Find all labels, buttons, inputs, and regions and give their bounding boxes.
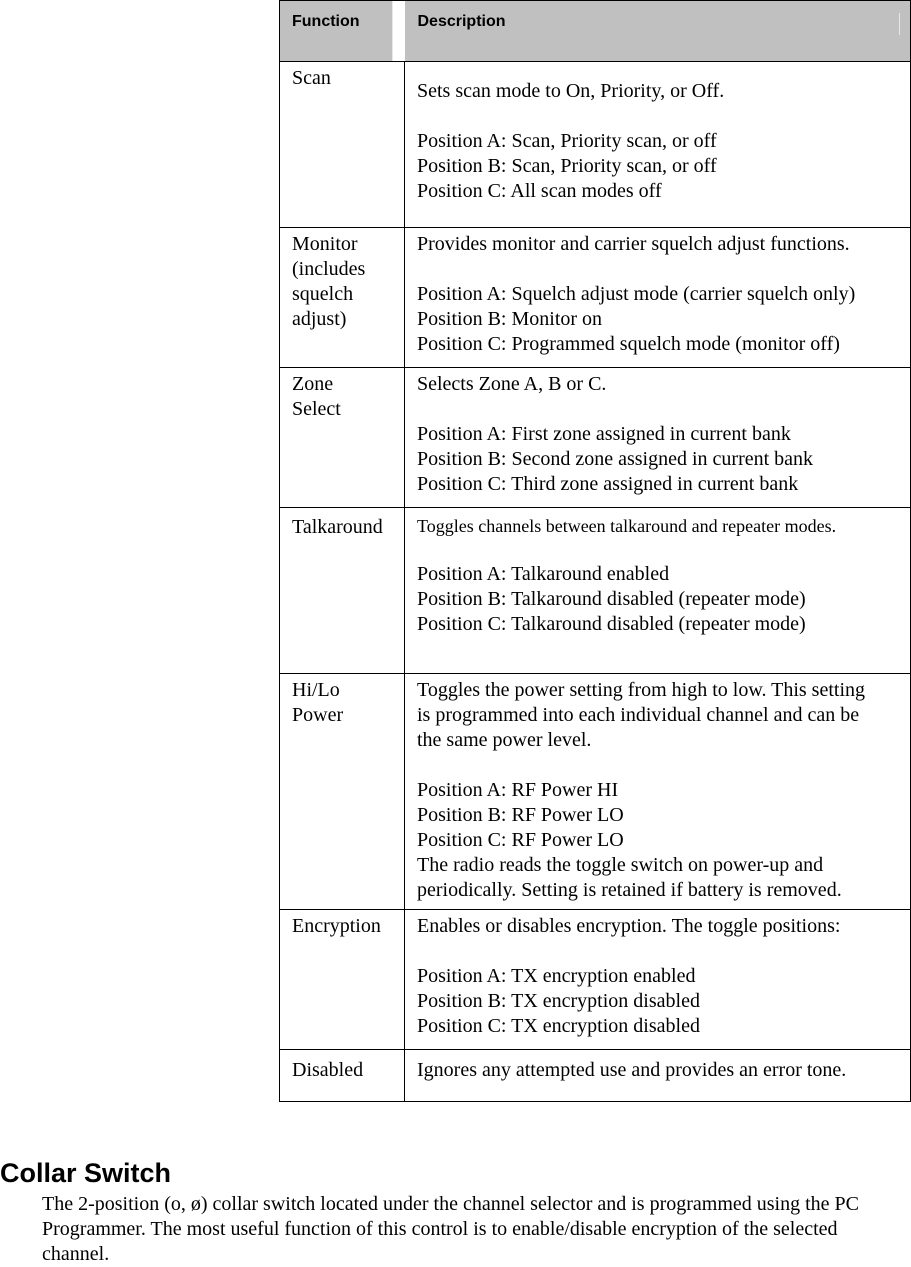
position-line: Position A: RF Power HI: [417, 779, 619, 801]
description-intro: Toggles channels between talkaround and repeater modes.: [417, 516, 837, 536]
table-row: [280, 368, 911, 508]
function-cell: Disabled: [280, 1050, 405, 1102]
function-cell: Scan: [280, 62, 405, 228]
position-line: Position C: Programmed squelch mode (monitor off): [417, 333, 840, 355]
position-line: Position C: RF Power LO: [417, 829, 624, 851]
description-intro: Provides monitor and carrier squelch adjust functions.: [417, 233, 850, 255]
position-line: Position B: Talkaround disabled (repeater mode): [417, 588, 806, 610]
description-cell: [405, 508, 911, 674]
description-cell: [405, 674, 911, 910]
position-line: Position A: TX encryption enabled: [417, 965, 696, 987]
position-line: Position B: Monitor on: [417, 308, 603, 330]
position-line: Position C: All scan modes off: [417, 180, 662, 202]
section-paragraph: The 2-position (o, ø) collar switch located under the channel selector and is programmed using the PC Programmer. The most useful function of this control is to enable/disable encryption of the selected channel.: [42, 1193, 860, 1265]
position-line: Position A: Squelch adjust mode (carrier squelch only): [417, 283, 856, 305]
position-line: Position C: Third zone assigned in current bank: [417, 473, 799, 495]
table-row: [280, 1050, 911, 1102]
function-cell: Encryption: [280, 910, 405, 1050]
description-cell: [405, 910, 911, 1050]
description-intro: Sets scan mode to On, Priority, or Off.: [417, 80, 725, 102]
table-row: [280, 62, 911, 228]
table-row: [280, 508, 911, 674]
position-line: Position B: Scan, Priority scan, or off: [417, 155, 717, 177]
description-intro: Ignores any attempted use and provides an error tone.: [417, 1059, 847, 1081]
table-row: [280, 674, 911, 910]
position-line: Position A: First zone assigned in current bank: [417, 423, 791, 445]
function-cell: Talkaround: [280, 508, 405, 674]
position-line: Position C: Talkaround disabled (repeater mode): [417, 613, 806, 635]
position-line: Position A: Scan, Priority scan, or off: [417, 130, 717, 152]
table-row: [280, 228, 911, 368]
description-cell: [405, 368, 911, 508]
description-cell: [405, 1050, 911, 1102]
description-intro: Toggles the power setting from high to low. This setting is programmed into each individual channel and can be the same power level.: [417, 679, 865, 751]
table-header-row: [280, 1, 911, 62]
position-line: Position A: Talkaround enabled: [417, 563, 670, 585]
description-intro: Selects Zone A, B or C.: [417, 373, 607, 395]
function-cell: Zone Select: [280, 368, 405, 508]
position-line: Position C: TX encryption disabled: [417, 1015, 700, 1037]
header-function: Function: [280, 1, 405, 62]
description-cell: [405, 62, 911, 228]
header-description: Description: [405, 1, 911, 62]
position-line: Position B: Second zone assigned in current bank: [417, 448, 814, 470]
description-cell: [405, 228, 911, 368]
function-cell: Monitor (includes squelch adjust): [280, 228, 405, 368]
description-note: The radio reads the toggle switch on power-up and periodically. Setting is retained if battery is removed.: [417, 854, 842, 901]
function-cell: Hi/Lo Power: [280, 674, 405, 910]
table-row: [280, 910, 911, 1050]
section-heading: Collar Switch: [0, 1158, 172, 1188]
function-table: [279, 0, 911, 1102]
position-line: Position B: TX encryption disabled: [417, 990, 700, 1012]
position-line: Position B: RF Power LO: [417, 804, 624, 826]
description-intro: Enables or disables encryption. The toggle positions:: [417, 915, 841, 937]
